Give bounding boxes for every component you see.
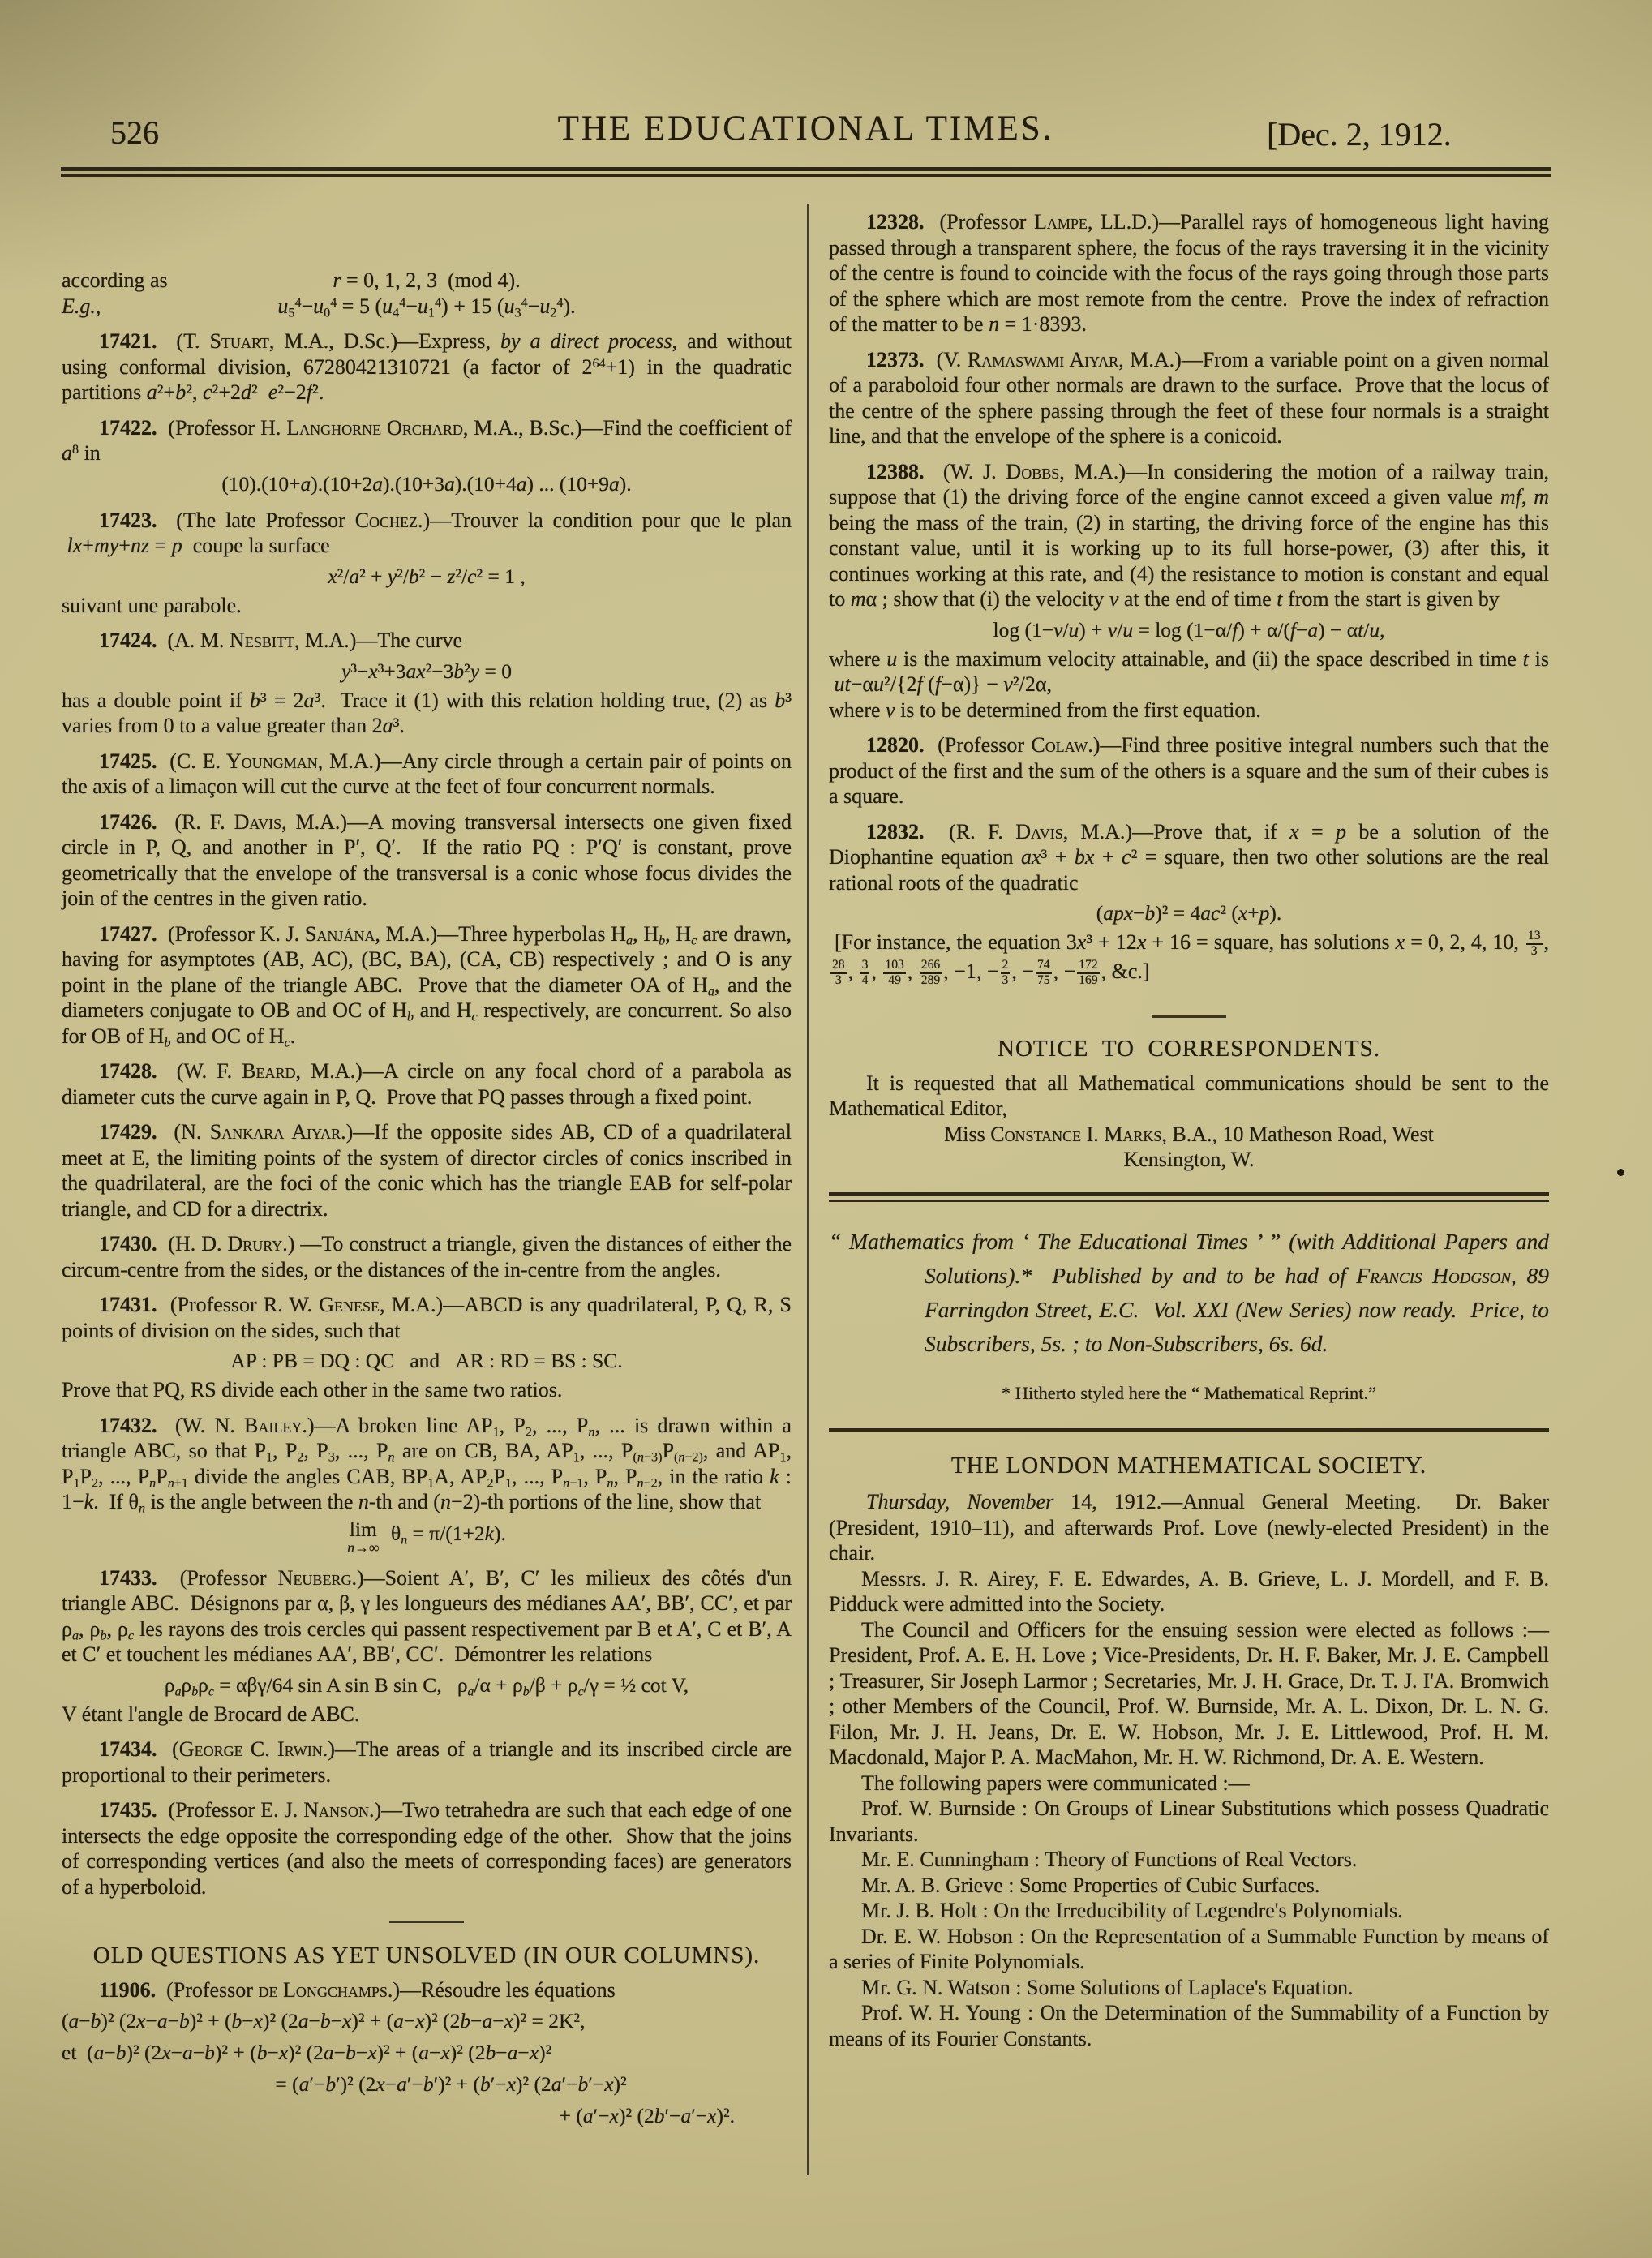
- formula-label: according as: [62, 268, 168, 292]
- page-title: THE EDUCATIONAL TIMES.: [557, 109, 1054, 148]
- problem-paragraph: 17433. (Professor Neuberg.)—Soient A′, B′, C′ les milieux des côtés d'un triangle ABC. Désignons par α, β, γ les longueurs des médianes AA′, BB′, CC′, et par $\rho_a$, $\rho_b$, $\rho_c$ les rayons des trois cercles qui passent respectivement par B et A′, C et B′, A et C′ et touchent les médianes AA′, BB′, CC′. Démontrer les relations: [62, 1565, 792, 1667]
- problem-paragraph: 12832. (R. F. Davis, M.A.)—Prove that, if x = p be a solution of the Diophantine equation ax³ + bx + c² = square, then two other solutions are the real rational roots of the quadratic: [829, 819, 1550, 895]
- paragraph: Mr. J. B. Holt : On the Irreducibility of Legendre's Polynomials.: [861, 1899, 1403, 1923]
- left-column: [62, 268, 792, 2132]
- paragraph: Prove that PQ, RS divide each other in the same two ratios.: [62, 1378, 563, 1402]
- paragraph: Mr. E. Cunningham : Theory of Functions of Real Vectors.: [861, 1848, 1358, 1872]
- paragraph: Mr. A. B. Grieve : Some Properties of Cubic Surfaces.: [861, 1873, 1320, 1897]
- address-line: Kensington, W.: [1123, 1148, 1255, 1172]
- labelled-formula-line: [62, 268, 792, 294]
- formula-line: y³−x³+3ax²−3b²y = 0: [341, 659, 512, 683]
- page-number: 526: [110, 114, 159, 151]
- paragraph: The following papers were communicated :—: [861, 1771, 1250, 1795]
- formula-line: $\rho_a\rho_b\rho_c = \alpha\beta\gamma/64$ sin A sin B sin C, $\rho_a/\alpha + \rho_b/\beta + \rho_c/\gamma$ = ½ cot V,: [164, 1672, 689, 1699]
- problem-paragraph: 17432. (W. N. Bailey.)—A broken line $AP_1$, $P_2$, ..., $P_n$, ... is drawn within a triangle ABC, so that $P_1$, $P_2$, $P_3$, ..., $P_n$ are on CB, BA, $AP_1$, ..., $P_{(n-3)}P_{(n-2)}$, and $AP_1$, $P_1P_2$, ..., $P_nP_{n+1}$ divide the angles CAB, $BP_1A$, $AP_2P_1$, ..., $P_{n-1}$, $P_n$, $P_{n-2}$, in the ratio k : 1−k. If $\theta_n$ is the angle between the n-th and (n−2)-th portions of the line, show that: [62, 1413, 792, 1516]
- section-heading: THE LONDON MATHEMATICAL SOCIETY.: [950, 1453, 1427, 1479]
- ink-speck: [1617, 1169, 1624, 1176]
- section-heading: OLD QUESTIONS AS YET UNSOLVED (IN OUR COLUMNS).: [92, 1942, 761, 1969]
- page-date: [Dec. 2, 1912.: [1267, 116, 1452, 152]
- paragraph: [For instance, the equation 3x³ + 12x + 16 = square, has solutions x = 0, 2, 4, 10, $\frac{13}{3}$ , $\frac{28}{3}$ , $\frac{3}{4}$ , $\frac{103}{49}$ , $\frac{266}{289}$ , −1, − $\frac{2}{3}$ , − $\frac{74}{75}$ , − $\frac{172}{169}$ , &c.]: [829, 929, 1549, 987]
- double-rule: [829, 1192, 1549, 1202]
- formula-line: (a−b)² (2x−a−b)² + (b−x)² (2a−b−x)² + (a−x)² (2b−a−x)² = 2K²,: [62, 2008, 586, 2033]
- problem-paragraph: 17430. (H. D. Drury.) —To construct a triangle, given the distances of either the circum-centre from the sides, or the distances of the in-centre from the angles.: [62, 1232, 792, 1281]
- formula-line: + (a′−x)² (2b′−a′−x)².: [559, 2103, 735, 2127]
- formula-line: lim n→∞ $\theta_n = \pi/(1+2k)$.: [347, 1517, 506, 1556]
- paragraph: where v is to be determined from the first equation.: [829, 698, 1261, 722]
- section-heading: NOTICE TO CORRESPONDENTS.: [998, 1035, 1380, 1062]
- paragraph: Dr. E. W. Hobson : On the Representation of a Summable Function by means of a series of Finite Polynomials.: [829, 1924, 1549, 1974]
- problem-paragraph: 17434. (George C. Irwin.)—The areas of a triangle and its inscribed circle are proportional to their perimeters.: [62, 1737, 792, 1787]
- labelled-formula-line: [62, 294, 792, 320]
- problem-paragraph: 17424. (A. M. Nesbitt, M.A.)—The curve: [99, 629, 463, 652]
- problem-paragraph: 17423. (The late Professor Cochez.)—Trouver la condition pour que le plan lx+my+nz = p coupe la surface: [62, 508, 792, 557]
- formula-line: et (a−b)² (2x−a−b)² + (b−x)² (2a−b−x)² + (a−x)² (2b−a−x)²: [62, 2040, 552, 2064]
- formula-line: AP : PB = DQ : QC and AR : RD = BS : SC.: [230, 1349, 623, 1372]
- formula-line: (apx−b)² = 4ac² (x+p).: [1096, 901, 1282, 925]
- problem-paragraph: 11906. (Professor de Longchamps.)—Résoudre les équations: [99, 1978, 616, 2003]
- problem-paragraph: 17431. (Professor R. W. Genese, M.A.)—ABCD is any quadrilateral, P, Q, R, S points of division on the sides, such that: [62, 1293, 792, 1342]
- paragraph: Messrs. J. R. Airey, F. E. Edwardes, A. B. Grieve, L. J. Mordell, and F. B. Pidduck were admitted into the Society.: [829, 1566, 1549, 1616]
- problem-paragraph: 12373. (V. Ramaswami Aiyar, M.A.)—From a variable point on a given normal of a paraboloid four other normals are drawn to the surface. Prove that the locus of the centre of the sphere passing through the feet of these four normals is a straight line, and that the envelope of the sphere is a conicoid.: [829, 347, 1549, 448]
- paragraph: Prof. W. Burnside : On Groups of Linear Substitutions which possess Quadratic Invariants.: [829, 1797, 1549, 1846]
- problem-paragraph: 17429. (N. Sankara Aiyar.)—If the opposite sides AB, CD of a quadrilateral meet at E, the limiting points of the system of director circles of conics inscribed in the quadrilateral, are the foci of the conic which has the triangle EAB for self-polar triangle, and CD for a directrix.: [62, 1120, 792, 1221]
- problem-paragraph: 17425. (C. E. Youngman, M.A.)—Any circle through a certain pair of points on the axis of a limaçon will cut the curve at the feet of four concurrent normals.: [62, 749, 792, 798]
- formula: r = 0, 1, 2, 3 (mod 4).: [333, 268, 521, 292]
- problem-paragraph: 17428. (W. F. Beard, M.A.)—A circle on any focal chord of a parabola as diameter cuts the curve again in P, Q. Prove that PQ passes through a fixed point.: [62, 1059, 792, 1109]
- problem-paragraph: 17435. (Professor E. J. Nanson.)—Two tetrahedra are such that each edge of one intersects the edge opposite the corresponding edge of the other. Show that the joins of corresponding vertices (and also the meets of corresponding faces) are generators of a hyperboloid.: [62, 1798, 792, 1899]
- divider: [389, 1921, 464, 1923]
- header-double-rule: [61, 167, 1551, 177]
- problem-paragraph: 12328. (Professor Lampe, LL.D.)—Parallel rays of homogeneous light having passed through a transparent sphere, the focus of the rays traversing it in the vicinity of the centre is found to coincide with the focus of the rays going through those parts of the sphere which are most remote from the centre. Prove the index of refraction of the matter to be n = 1·8393.: [829, 210, 1549, 336]
- formula-line: = (a′−b′)² (2x−a′−b′)² + (b′−x)² (2a′−b′−x)²: [275, 2071, 627, 2096]
- column-divider-rule: [807, 204, 809, 2175]
- paragraph: The Council and Officers for the ensuing session were elected as follows :—President, Prof. A. E. H. Love ; Vice-Presidents, Dr. H. F. Baker, Mr. J. E. Campbell ; Treasurer, Sir Joseph Larmor ; Secretaries, Mr. J. H. Grace, Dr. T. J. I'A. Bromwich ; other Members of the Council, Prof. W. Burnside, Mr. A. L. Dixon, Dr. L. N. G. Filon, Mr. J. H. Jeans, Dr. E. W. Hobson, Mr. J. E. Littlewood, Prof. H. M. Macdonald, Major P. A. MacMahon, Mr. H. W. Richmond, Dr. A. E. Western.: [829, 1617, 1549, 1770]
- formula-label: E.g.,: [62, 294, 101, 318]
- paragraph: where u is the maximum velocity attainable, and (ii) the space described in time t is ut−αu²/{2f (f−α)} − v²/2α,: [829, 646, 1549, 696]
- divider: [1152, 1015, 1226, 1018]
- problem-paragraph: It is requested that all Mathematical communications should be sent to the Mathematical Editor,: [829, 1071, 1549, 1121]
- paragraph: Prof. W. H. Young : On the Determination of the Summability of a Function by means of its Fourier Constants.: [829, 2001, 1549, 2050]
- formula-line: x²/a² + y²/b² − z²/c² = 1 ,: [328, 564, 526, 588]
- problem-paragraph: 12820. (Professor Colaw.)—Find three positive integral numbers such that the product of the first and the sum of the others is a square and the sum of their cubes is a square.: [829, 733, 1549, 808]
- paragraph: Mr. G. N. Watson : Some Solutions of Laplace's Equation.: [861, 1975, 1354, 1999]
- problem-paragraph: Thursday, November 14, 1912.—Annual General Meeting. Dr. Baker (President, 1910–11), and afterwards Prof. Love (newly-elected President) in the chair.: [829, 1490, 1549, 1565]
- single-rule: [829, 1428, 1549, 1432]
- paragraph: suivant une parabole.: [62, 593, 242, 617]
- problem-paragraph: 17426. (R. F. Davis, M.A.)—A moving transversal intersects one given fixed circle in P, Q, and another in P′, Q′. If the ratio PQ : P′Q′ is constant, prove geometrically that the envelope of the transversal is a conic whose focus divides the join of the centres in the given ratio.: [62, 809, 792, 910]
- address-line: Miss Constance I. Marks, B.A., 10 Matheson Road, West: [944, 1122, 1434, 1146]
- formula: $u_5^4-u_0^4 = 5$ $(u_4^4-u_1^4) + 15$ $(u_3^4-u_2^4)$.: [277, 294, 576, 320]
- formula-line: (10).(10+a).(10+2a).(10+3a).(10+4a) ... (10+9a).: [221, 471, 632, 496]
- advertisement: “ Mathematics from ‘ The Educational Times ’ ” (with Additional Papers and Solutions).* Published by and to be had of Francis Hodgson, 89 Farringdon Street, E.C. Vol. XXI (New Series) now ready. Price, to Subscribers, 5s. ; to Non-Subscribers, 6s. 6d.: [829, 1228, 1549, 1356]
- paragraph: V étant l'angle de Brocard de ABC.: [62, 1702, 360, 1726]
- problem-paragraph: 12388. (W. J. Dobbs, M.A.)—In considering the motion of a railway train, suppose that (1) the driving force of the engine cannot exceed a given value mf, m being the mass of the train, (2) in starting, the driving force of the engine has this constant value, until it is working up to its full horse-power, (3) after this, it continues working at this rate, and (4) the resistance to motion is constant and equal to mα ; show that (i) the velocity v at the end of time t from the start is given by: [829, 459, 1549, 611]
- footnote: * Hitherto styled here the “ Mathematical Reprint.”: [1001, 1383, 1377, 1404]
- formula-line: log (1−v/u) + v/u = log (1−α/f) + α/(f−a) − αt/u,: [993, 617, 1385, 642]
- problem-paragraph: 17427. (Professor K. J. Sanjána, M.A.)—Three hyperbolas $H_a$, $H_b$, $H_c$ are drawn, having for asymptotes (AB, AC), (BC, BA), (CA, CB) respectively ; and O is any point in the plane of the triangle ABC. Prove that the diameter OA of $H_a$, and the diameters conjugate to OB and OC of $H_b$ and $H_c$ respectively, are concurrent. So also for OB of $H_b$ and OC of $H_c$.: [62, 921, 792, 1050]
- problem-paragraph: 17421. (T. Stuart, M.A., D.Sc.)—Express, by a direct process, and without using conformal division, 67280421310721 (a factor of $2^{64}+1$) in the quadratic partitions a²+b², c²+2d² e²−2f².: [62, 329, 792, 404]
- right-column: [829, 209, 1549, 2051]
- paragraph: has a double point if b³ = 2a³. Trace it (1) with this relation holding true, (2) as b³ varies from 0 to a value greater than 2a³.: [62, 688, 792, 737]
- problem-paragraph: 17422. (Professor H. Langhorne Orchard, M.A., B.Sc.)—Find the coefficient of $a^8$ in: [62, 415, 792, 465]
